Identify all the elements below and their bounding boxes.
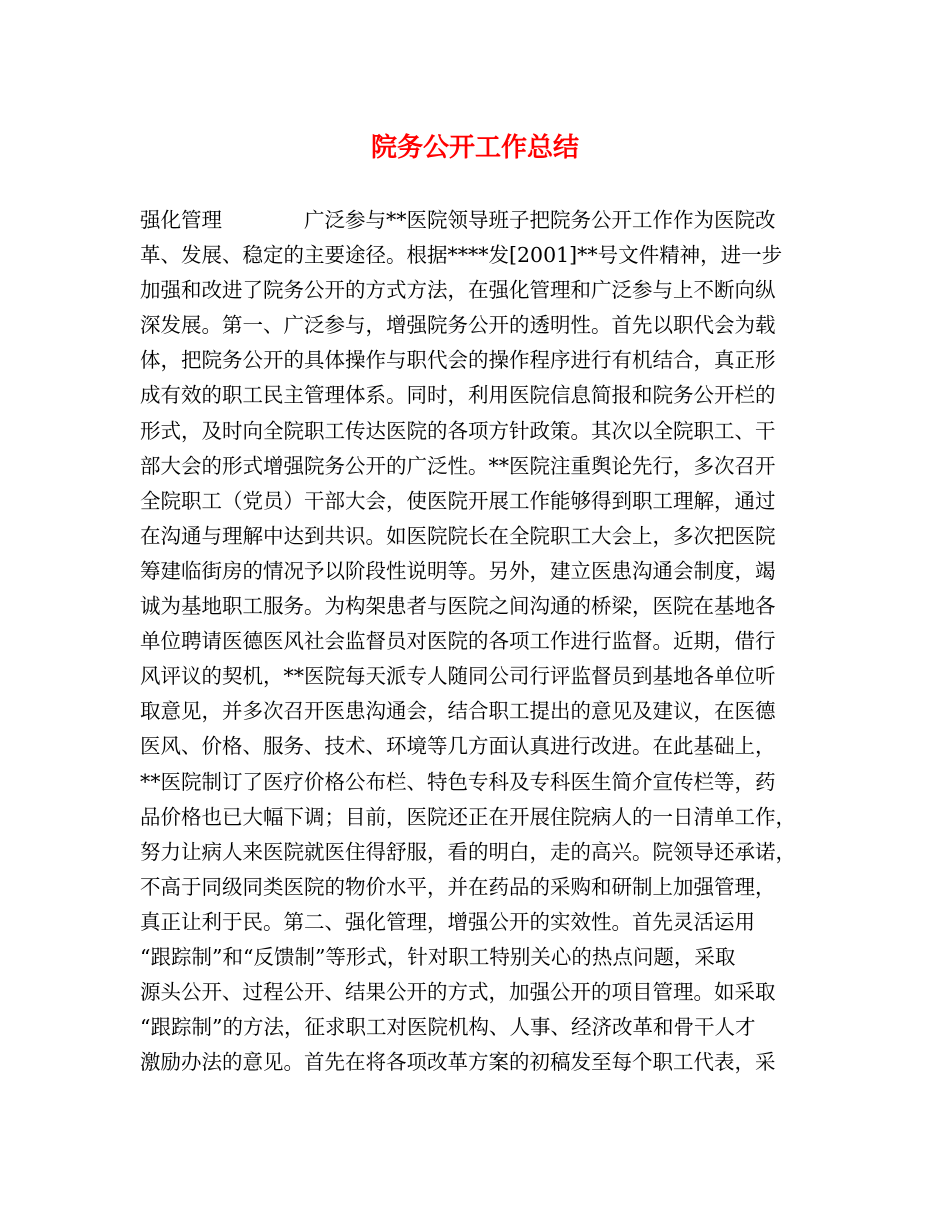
body-line: “跟踪制”的方法，征求职工对医院机构、人事、经济改革和骨干人才	[140, 1015, 756, 1040]
body-line: 加强和改进了院务公开的方式方法，在强化管理和广泛参与上不断向纵	[140, 278, 776, 303]
body-line: 部大会的形式增强院务公开的广泛性。**医院注重舆论先行，多次召开	[140, 453, 776, 478]
body-line: 真正让利于民。第二、强化管理，增强公开的实效性。首先灵活运用	[140, 909, 755, 934]
document-body	[140, 203, 830, 1080]
body-line: 强化管理 广泛参与**医院领导班子把院务公开工作作为医院改	[140, 208, 776, 232]
body-line: 体，把院务公开的具体操作与职代会的操作程序进行有机结合，真正形	[140, 348, 776, 373]
body-line: 革、发展、稳定的主要途径。根据****发[2001]**号文件精神，进一步	[140, 243, 783, 268]
body-line: 在沟通与理解中达到共识。如医院院长在全院职工大会上，多次把医院	[140, 523, 776, 548]
body-line: 激励办法的意见。首先在将各项改革方案的初稿发至每个职工代表，采	[140, 1050, 776, 1075]
body-line: 源头公开、过程公开、结果公开的方式，加强公开的项目管理。如采取	[140, 980, 776, 1005]
body-line: 诚为基地职工服务。为构架患者与医院之间沟通的桥梁，医院在基地各	[140, 594, 776, 619]
body-line: 形式，及时向全院职工传达医院的各项方针政策。其次以全院职工、干	[140, 418, 776, 443]
body-line: 成有效的职工民主管理体系。同时，利用医院信息简报和院务公开栏的	[140, 383, 776, 408]
body-line: 筹建临街房的情况予以阶段性说明等。另外，建立医患沟通会制度，竭	[140, 558, 776, 583]
body-line: 医风、价格、服务、技术、环境等几方面认真进行改进。在此基础上，	[140, 734, 776, 759]
body-line: 努力让病人来医院就医住得舒服，看的明白，走的高兴。院领导还承诺，	[140, 839, 796, 864]
body-line: 深发展。第一、广泛参与，增强院务公开的透明性。首先以职代会为载	[140, 313, 776, 338]
body-line: 品价格也已大幅下调；目前，医院还正在开展住院病人的一日清单工作，	[140, 804, 796, 829]
body-line: 风评议的契机，**医院每天派专人随同公司行评监督员到基地各单位听	[140, 664, 776, 689]
body-line: **医院制订了医疗价格公布栏、特色专科及专科医生简介宣传栏等，药	[140, 769, 776, 794]
document-title: 院务公开工作总结	[370, 133, 579, 163]
body-line: 不高于同级同类医院的物价水平，并在药品的采购和研制上加强管理，	[140, 874, 776, 899]
body-line: 单位聘请医德医风社会监督员对医院的各项工作进行监督。近期，借行	[140, 629, 776, 654]
body-line: 取意见，并多次召开医患沟通会，结合职工提出的意见及建议，在医德	[140, 699, 776, 724]
body-line: 全院职工（党员）干部大会，使医院开展工作能够得到职工理解，通过	[140, 488, 776, 513]
body-line: “跟踪制”和“反馈制”等形式，针对职工特别关心的热点问题，采取	[140, 944, 736, 969]
